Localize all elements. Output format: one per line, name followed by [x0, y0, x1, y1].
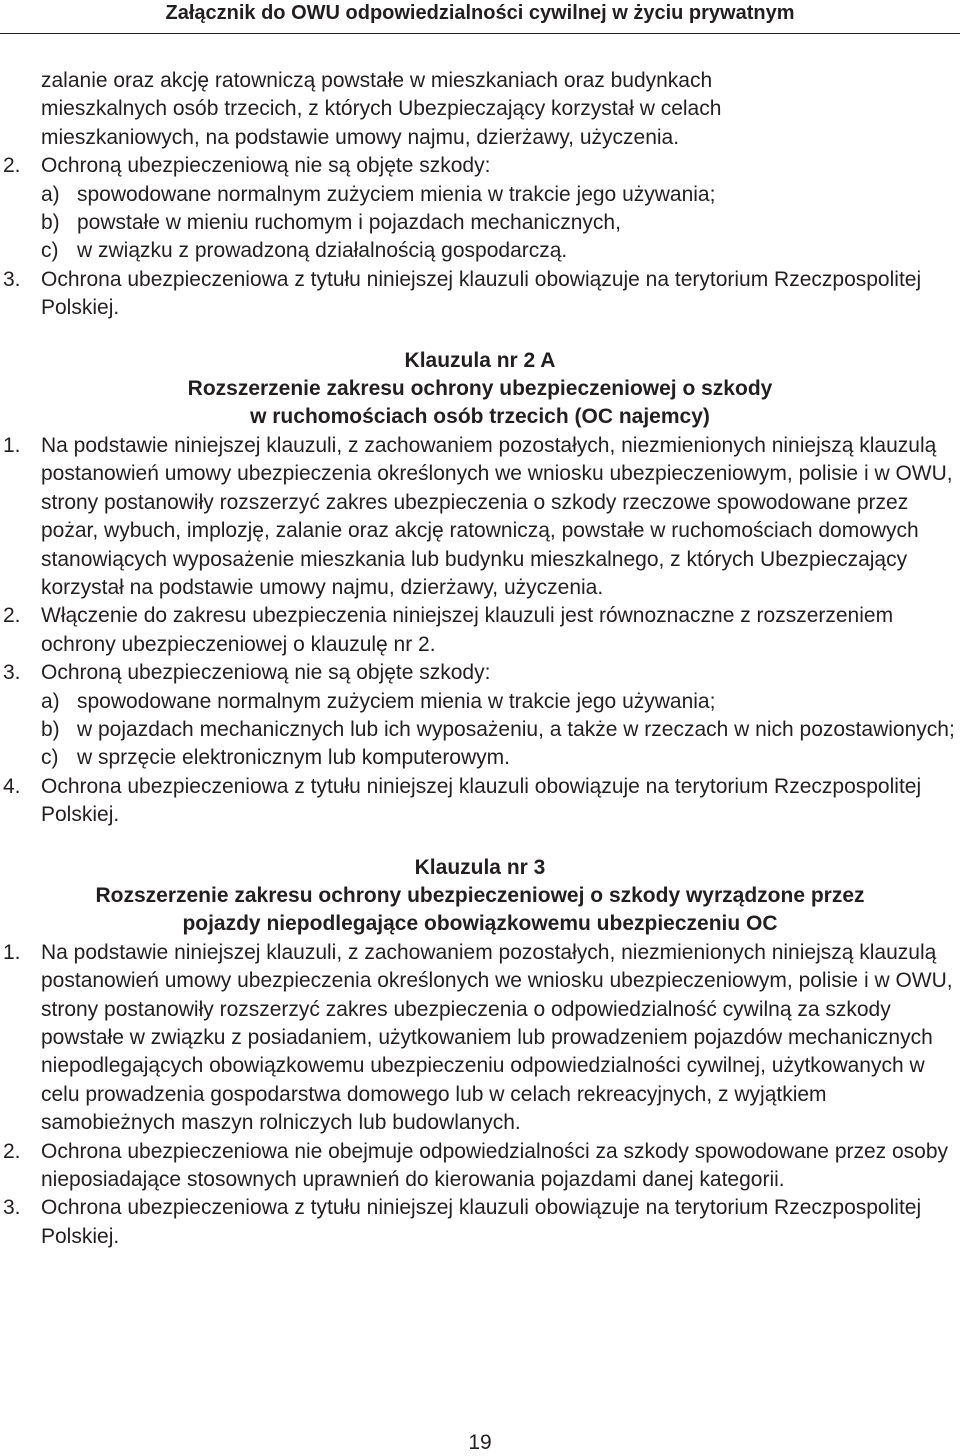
item-number: 2.	[3, 154, 21, 178]
page-header	[0, 0, 960, 34]
item-text: Ochrona ubezpieczeniowa z tytułu niniejszej klauzuli obowiązuje na terytorium Rzeczpospolitej Polskiej.	[41, 774, 922, 827]
sub-item-text: w sprzęcie elektronicznym lub komputerowym.	[77, 746, 510, 770]
document-body	[0, 67, 960, 1251]
list-item	[0, 266, 960, 323]
item-number: 1.	[3, 940, 21, 964]
sub-item-text: w pojazdach mechanicznych lub ich wyposażeniu, a także w rzeczach w nich pozostawionych;	[77, 717, 955, 741]
item-text: Włączenie do zakresu ubezpieczenia niniejszej klauzuli jest równoznaczne z rozszerzeniem ochrony ubezpieczeniowej o klauzulę nr 2.	[41, 604, 894, 656]
clause-subtitle: pojazdy niepodlegające obowiązkowemu ubezpieczeniu OC	[182, 912, 778, 936]
item-text: Ochrona ubezpieczeniowa z tytułu niniejszej klauzuli obowiązuje na terytorium Rzeczpospolitej Polskiej.	[41, 1196, 922, 1248]
list-item	[0, 659, 960, 687]
item-text: Ochroną ubezpieczeniową nie są objęte szkody:	[41, 661, 491, 685]
clause-subtitle: Rozszerzenie zakresu ochrony ubezpieczeniowej o szkody	[187, 377, 773, 401]
item-number: 1.	[3, 433, 21, 457]
intro-line: zalanie oraz akcję ratowniczą powstałe w mieszkaniach oraz budynkach	[41, 69, 713, 92]
item-number: 3.	[3, 267, 21, 291]
sub-item	[0, 716, 960, 744]
sub-item-text: powstałe w mieniu ruchomym i pojazdach mechanicznych,	[77, 211, 621, 235]
page-number: 19	[468, 1431, 492, 1454]
item-text: Na podstawie niniejszej klauzuli, z zachowaniem pozostałych, niezmienionych niniejszą klauzulą postanowień umowy ubezpieczenia określonych we wniosku ubezpieczeniowym, polisie i w OWU, strony postanowiły rozszerzyć zakres ubezpieczenia o szkody rzeczowe spowodowane przez pożar, wybuch, implozję, zalanie oraz akcję ratowniczą, powstałe w ruchomościach domowych stanowiących wyposażenie mieszkania lub budynku mieszkalnego, z których Ubezpieczający korzystał na podstawie umowy najmu, dzierżawy, użyczenia.	[41, 433, 953, 599]
sub-item-text: spowodowane normalnym zużyciem mienia w trakcie jego używania;	[77, 182, 716, 206]
list-item	[0, 773, 960, 830]
list-item	[0, 602, 960, 659]
sub-item-label: b)	[41, 717, 60, 741]
item-number: 2.	[3, 604, 21, 628]
clause-heading: Klauzula nr 2 A	[404, 348, 556, 372]
clause-subtitle: Rozszerzenie zakresu ochrony ubezpieczeniowej o szkody wyrządzone przez	[95, 883, 865, 907]
header-divider	[0, 33, 960, 34]
sub-item-text: spowodowane normalnym zużyciem mienia w trakcie jego używania;	[77, 689, 716, 713]
item-number: 3.	[3, 661, 21, 685]
intro-line: mieszkaniowych, na podstawie umowy najmu, dzierżawy, użyczenia.	[41, 125, 680, 149]
sub-item-label: c)	[41, 239, 59, 263]
sub-item	[0, 209, 960, 237]
list-item	[0, 152, 960, 180]
clause-subtitle: w ruchomościach osób trzecich (OC najemcy)	[250, 405, 710, 429]
item-number: 2.	[3, 1139, 21, 1163]
item-number: 3.	[3, 1196, 21, 1220]
item-text: Ochrona ubezpieczeniowa z tytułu niniejszej klauzuli obowiązuje na terytorium Rzeczpospolitej Polskiej.	[41, 267, 922, 320]
sub-item	[0, 744, 960, 772]
list-item	[0, 432, 960, 602]
sub-item	[0, 688, 960, 716]
clause-heading: Klauzula nr 3	[414, 855, 546, 879]
sub-item-label: a)	[41, 689, 60, 713]
sub-item-label: b)	[41, 211, 60, 235]
intro-paragraph	[0, 67, 960, 152]
sub-item-label: a)	[41, 182, 60, 206]
list-item	[0, 1138, 960, 1195]
item-text: Ochroną ubezpieczeniową nie są objęte szkody:	[41, 154, 491, 178]
item-text: Ochrona ubezpieczeniowa nie obejmuje odpowiedzialności za szkody spowodowane przez osoby nieposiadające stosownych uprawnień do kierowania pojazdami danej kategorii.	[41, 1139, 949, 1192]
sub-item-text: w związku z prowadzoną działalnością gospodarczą.	[77, 239, 568, 263]
sub-item	[0, 181, 960, 209]
list-item	[0, 1194, 960, 1251]
item-text: Na podstawie niniejszej klauzuli, z zachowaniem pozostałych, niezmienionych niniejszą klauzulą postanowień umowy ubezpieczenia określonych we wniosku ubezpieczeniowym, polisie i w OWU, strony postanowiły rozszerzyć zakres ubezpieczenia o odpowiedzialność cywilną za szkody powstałe w związku z posiadaniem, użytkowaniem lub prowadzeniem pojazdów mechanicznych niepodlegających obowiązkowemu ubezpieczeniu odpowiedzialności cywilnej, użytkowanych w celu prowadzenia gospodarstwa domowego lub w celach rekreacyjnych, z wyjątkiem samobieżnych maszyn rolniczych lub budowlanych.	[41, 940, 953, 1135]
intro-line: mieszkalnych osób trzecich, z których Ubezpieczający korzystał w celach	[41, 97, 722, 121]
header-title: Załącznik do OWU odpowiedzialności cywilnej w życiu prywatnym	[165, 2, 795, 24]
item-number: 4.	[3, 774, 21, 798]
sub-item	[0, 237, 960, 265]
sub-item-label: c)	[41, 746, 59, 770]
list-item	[0, 939, 960, 1138]
